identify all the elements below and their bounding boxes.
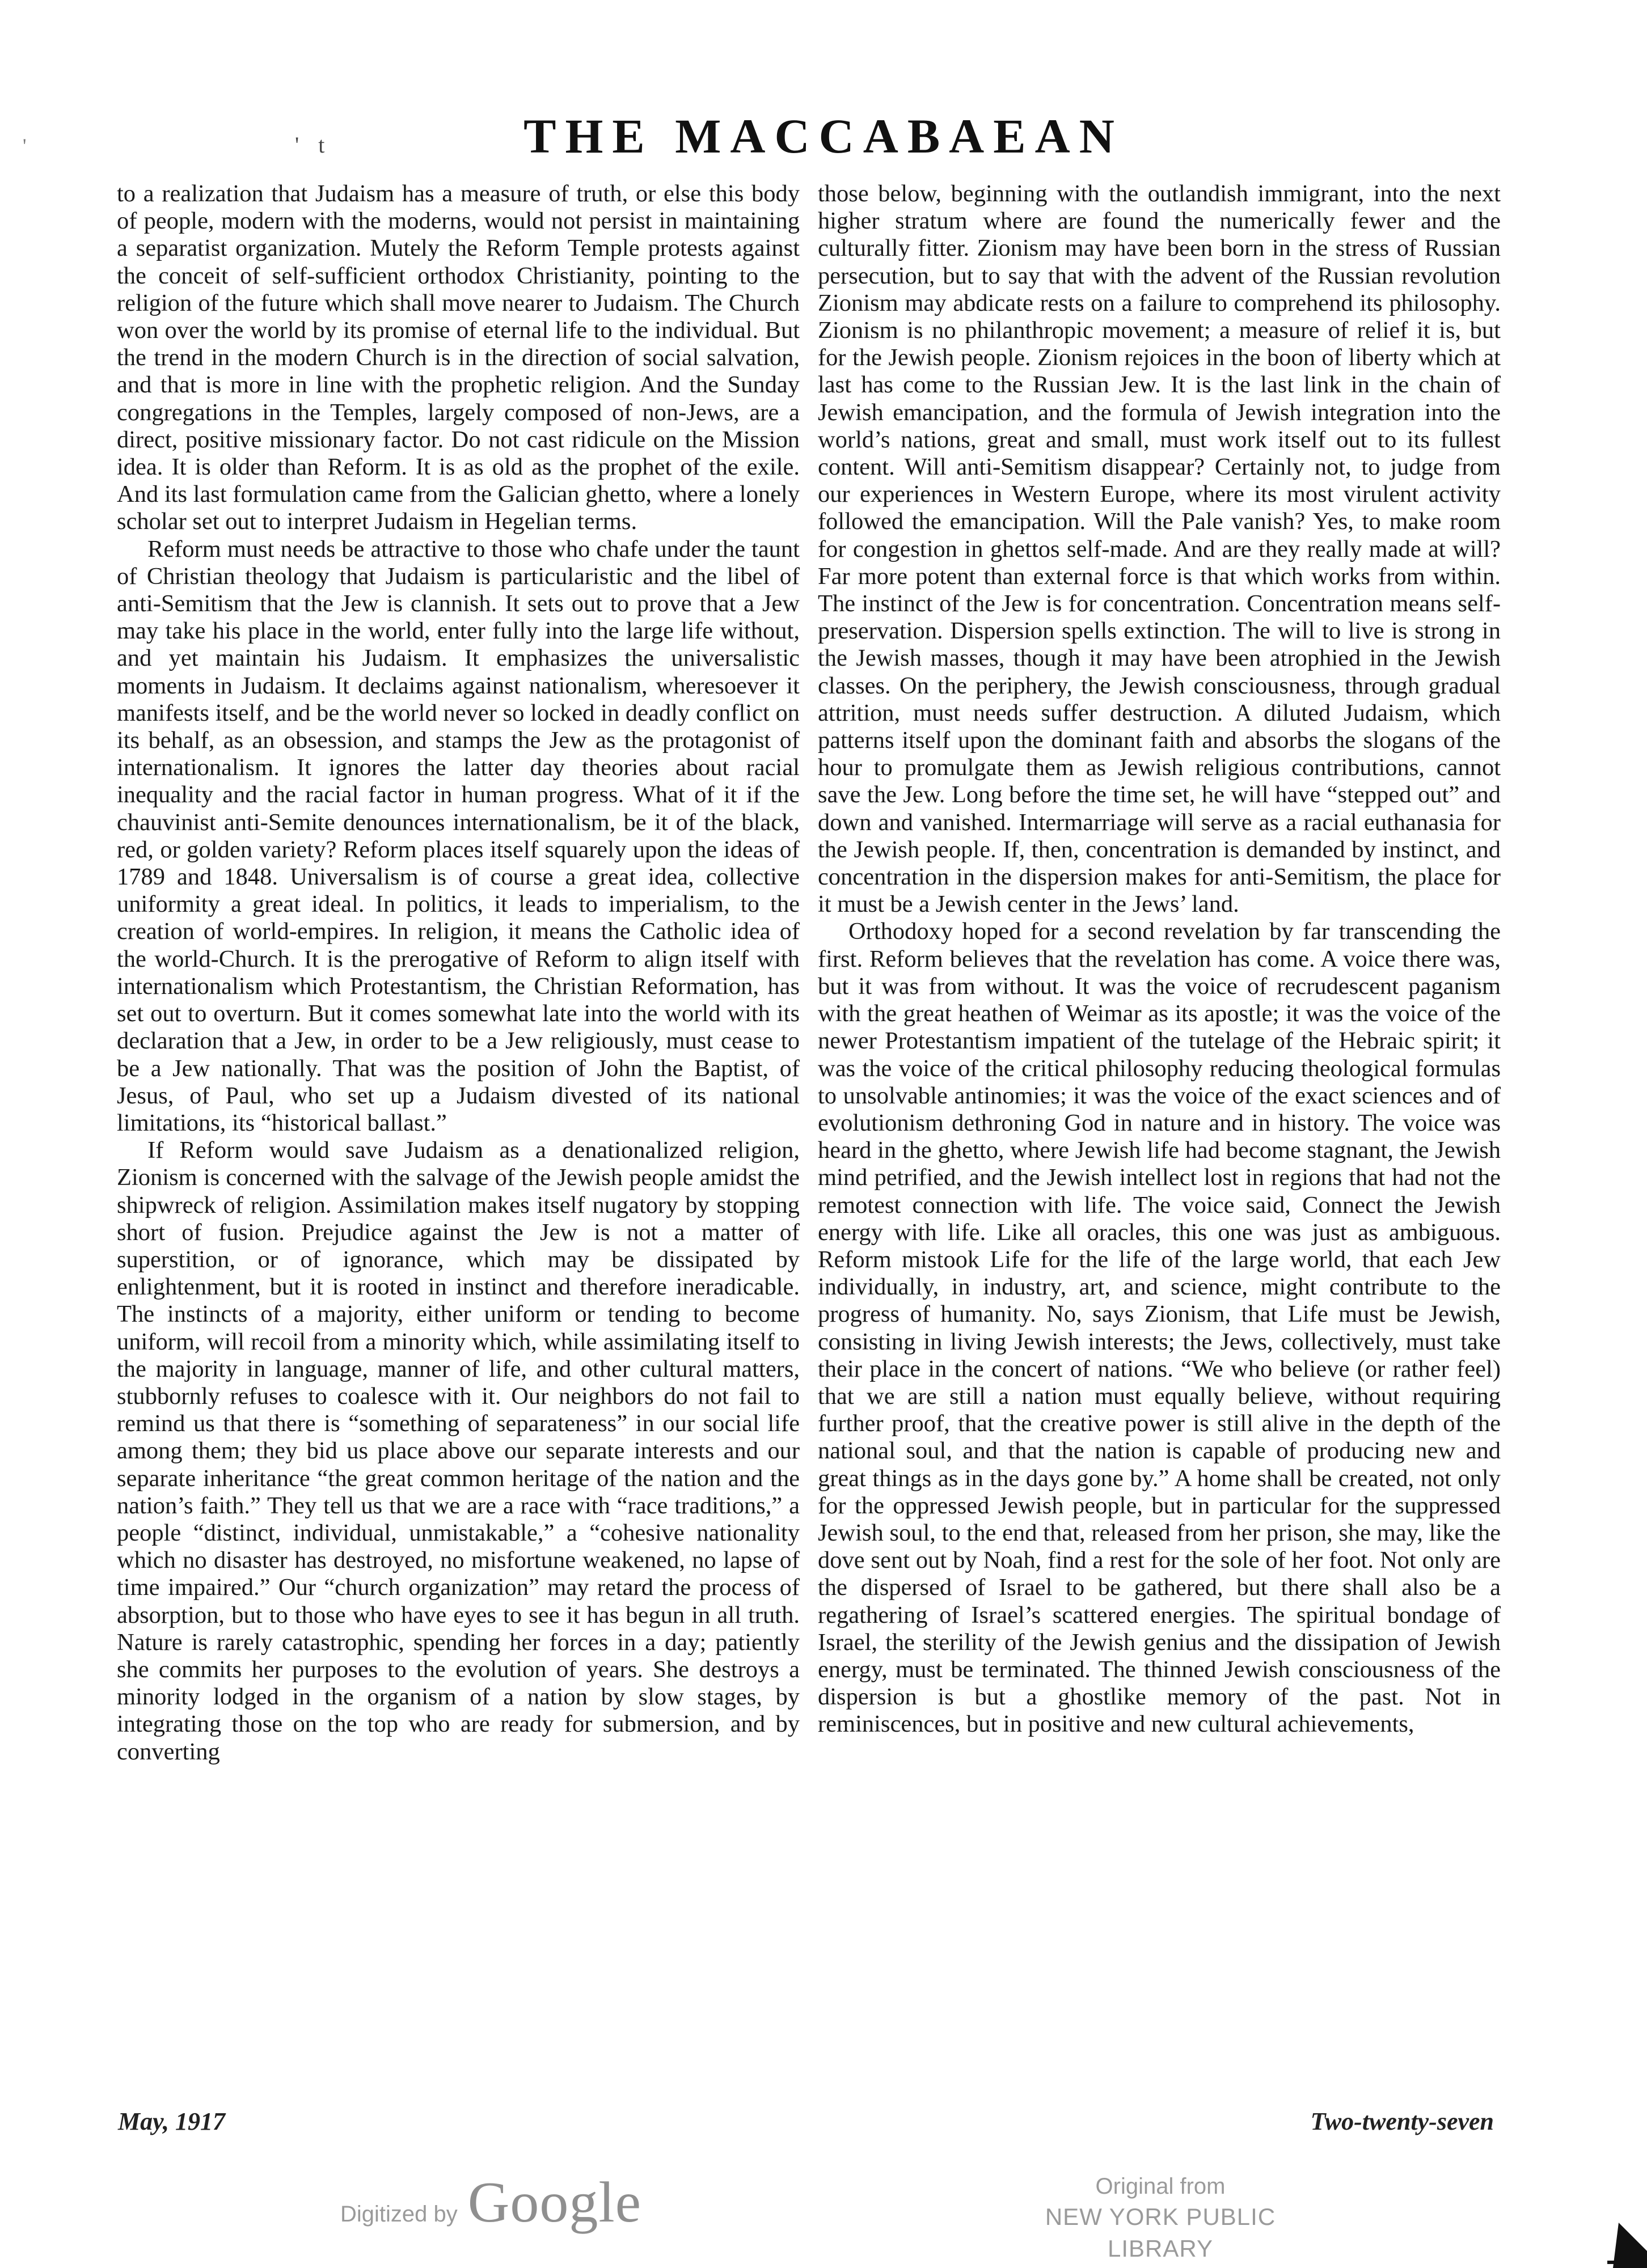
paragraph: If Reform would save Judaism as a denationalized religion, Zionism is concerned with the salvage of the Jewish people amidst the shipwreck of religion. Assimilation makes itself nugatory by stopping short of fusion. Prejudice against the Jew is not a matter of superstition, or of ignorance, which may be dissipated by enlightenment, but it is rooted in instinct and therefore ineradicable. The instincts of a majority, either uniform or tending to become uniform, will recoil from a minority which, while assimilating itself to the majority in language, manner of life, and other cultural matters, stubbornly refuses to coalesce with it. Our neighbors do not fail to remind us that there is “something of separateness” in our social life among them; they bid us place above our separate interests and our separate inheritance “the great common heritage of the nation and the nation’s faith.” They tell us that we are a race with “race traditions,” a people “distinct, individual, unmistakable,” a “cohesive nationality which no disaster has destroyed, no misfortune weakened, no lapse of time impaired.” Our “church organization” may retard the process of absorption, but to those who have eyes to see it has begun in all truth. Nature is rarely catastrophic, spending her forces in a day; patiently she commits her purposes to the evolution of years. She destroys a minority lodged in the organism of a nation by slow stages, by integrating those on the top who are ready for submersion, and by converting bbox=[117, 1137, 800, 1765]
left-column bbox=[117, 180, 800, 2125]
original-from-label: Original from bbox=[1095, 2174, 1226, 2199]
paragraph: Reform must needs be attractive to those who chafe under the taunt of Christian theology that Judaism is particularistic and the libel of anti-Semitism that the Jew is clannish. It sets out to prove that a Jew may take his place in the world, enter fully into the large life without, and yet maintain his Judaism. It emphasizes the universalistic moments in Judaism. It declaims against nationalism, wheresoever it manifests itself, and be the world never so locked in deadly conflict on its behalf, as an obsession, and stamps the Jew as the protagonist of internationalism. It ignores the latter day theories about racial inequality and the racial factor in human progress. What of it if the chauvinist anti-Semite denounces internationalism, be it of the black, red, or golden variety? Reform places itself squarely upon the ideas of 1789 and 1848. Universalism is of course a great idea, collective uniformity a great ideal. In politics, it leads to imperialism, to the creation of world-empires. In religion, it means the Catholic idea of the world-Church. It is the prerogative of Reform to align itself with internationalism which Protestantism, the Christian Reformation, has set out to overturn. But it comes somewhat late into the world with its declaration that a Jew, in order to be a Jew religiously, must cease to be a Jew nationally. That was the position of John the Baptist, of Jesus, of Paul, who set up a Judaism divested of its national limitations, its “historical ballast.” bbox=[117, 535, 800, 1136]
page-number: Two-twenty-seven bbox=[1310, 2108, 1494, 2135]
article-body bbox=[117, 180, 1501, 2125]
paragraph: to a realization that Judaism has a measure of truth, or else this body of people, modern with the moderns, would not persist in maintaining a separatist organization. Mutely the Reform Temple protests against the conceit of self-sufficient orthodox Christianity, pointing to the religion of the future which shall move nearer to Judaism. The Church won over the world by its promise of eternal life to the individual. But the trend in the modern Church is in the direction of social salvation, and that is more in line with the prophetic religion. And the Sunday congregations in the Temples, largely composed of non-Jews, are a direct, positive missionary factor. Do not cast ridicule on the Mission idea. It is older than Reform. It is as old as the prophet of the exile. And its last formulation came from the Galician ghetto, where a lonely scholar set out to interpret Judaism in Hegelian terms. bbox=[117, 180, 800, 535]
page-title: THE MACCABAEAN bbox=[523, 109, 1124, 163]
stray-print-marks: ' t bbox=[295, 132, 332, 158]
edge-tick-mark: ' bbox=[23, 134, 27, 157]
right-column bbox=[818, 180, 1501, 2125]
paragraph: those below, beginning with the outlandish immigrant, into the next higher stratum where are found the numerically fewer and the culturally fitter. Zionism may have been born in the stress of Russian persecution, but to say that with the advent of the Russian revolution Zionism may abdicate rests on a failure to comprehend its philosophy. Zionism is no philanthropic movement; a measure of relief it is, but for the Jewish people. Zionism rejoices in the boon of liberty which at last has come to the Russian Jew. It is the last link in the chain of Jewish emancipation, and the formula of Jewish integration into the world’s nations, great and small, must work itself out to its fullest content. Will anti-Semitism disappear? Certainly not, to judge from our experiences in Western Europe, where its most virulent activity followed the emancipation. Will the Pale vanish? Yes, to make room for congestion in ghettos self-made. And are they really made at will? Far more potent than external force is that which works from within. The instinct of the Jew is for concentration. Concentration means self-preservation. Dispersion spells extinction. The will to live is strong in the Jewish masses, though it may have been atrophied in the Jewish classes. On the periphery, the Jewish consciousness, through gradual attrition, must needs suffer destruction. A diluted Judaism, which patterns itself upon the dominant faith and absorbs the slogans of the hour to promulgate them as Jewish religious contributions, cannot save the Jew. Long before the time set, he will have “stepped out” and down and vanished. Intermarriage will serve as a racial euthanasia for the Jewish people. If, then, concentration is demanded by instinct, and concentration in the dispersion makes for anti-Semitism, the place for it must be a Jewish center in the Jews’ land. bbox=[818, 180, 1501, 918]
issue-date: May, 1917 bbox=[118, 2108, 226, 2135]
original-source-notice bbox=[990, 2172, 1331, 2265]
page-corner-mark bbox=[1585, 2183, 1647, 2268]
paragraph: Orthodoxy hoped for a second revelation by far transcending the first. Reform believes that the revelation has come. A voice there was, but it was from without. It was the voice of recrudescent paganism with the great heathen of Weimar as its apostle; it was the voice of the newer Protestantism impatient of the tutelage of the Hebraic spirit; it was the voice of the critical philosophy reducing theological formulas to unsolvable antinomies; it was the voice of the exact sciences and of evolutionism dethroning God in nature and in history. The voice was heard in the ghetto, where Jewish life had become stagnant, the Jewish mind petrified, and the Jewish intellect lost in regions that had not the remotest connection with life. The voice said, Connect the Jewish energy with life. Like all oracles, this one was just as ambiguous. Reform mistook Life for the life of the large world, that each Jew individually, in industry, art, and science, might contribute to the progress of humanity. No, says Zionism, that Life must be Jewish, consisting in living Jewish interests; the Jews, collectively, must take their place in the concert of nations. “We who believe (or rather feel) that we are still a nation must equally believe, without requiring further proof, that the creative power is still alive in the depth of the national soul, and that the nation is capable of producing new and great things as in the days gone by.” A home shall be created, not only for the oppressed Jewish people, but in particular for the suppressed Jewish soul, to the end that, released from her prison, she may, like the dove sent out by Noah, find a rest for the sole of her foot. Not only are the dispersed of Israel to be gathered, but there shall also be a regathering of Israel’s scattered energies. The spiritual bondage of Israel, the sterility of the Jewish genius and the dissipation of Jewish energy, must be terminated. The thinned Jewish consciousness of the dispersion is but a ghostlike memory of the past. Not in reminiscences, but in positive and new cultural achievements, bbox=[818, 918, 1501, 1738]
library-name: NEW YORK PUBLIC LIBRARY bbox=[1045, 2203, 1276, 2262]
digitized-by-notice bbox=[340, 2169, 641, 2236]
google-logo: Google bbox=[467, 2170, 642, 2235]
digitized-by-label: Digitized by bbox=[340, 2202, 458, 2227]
